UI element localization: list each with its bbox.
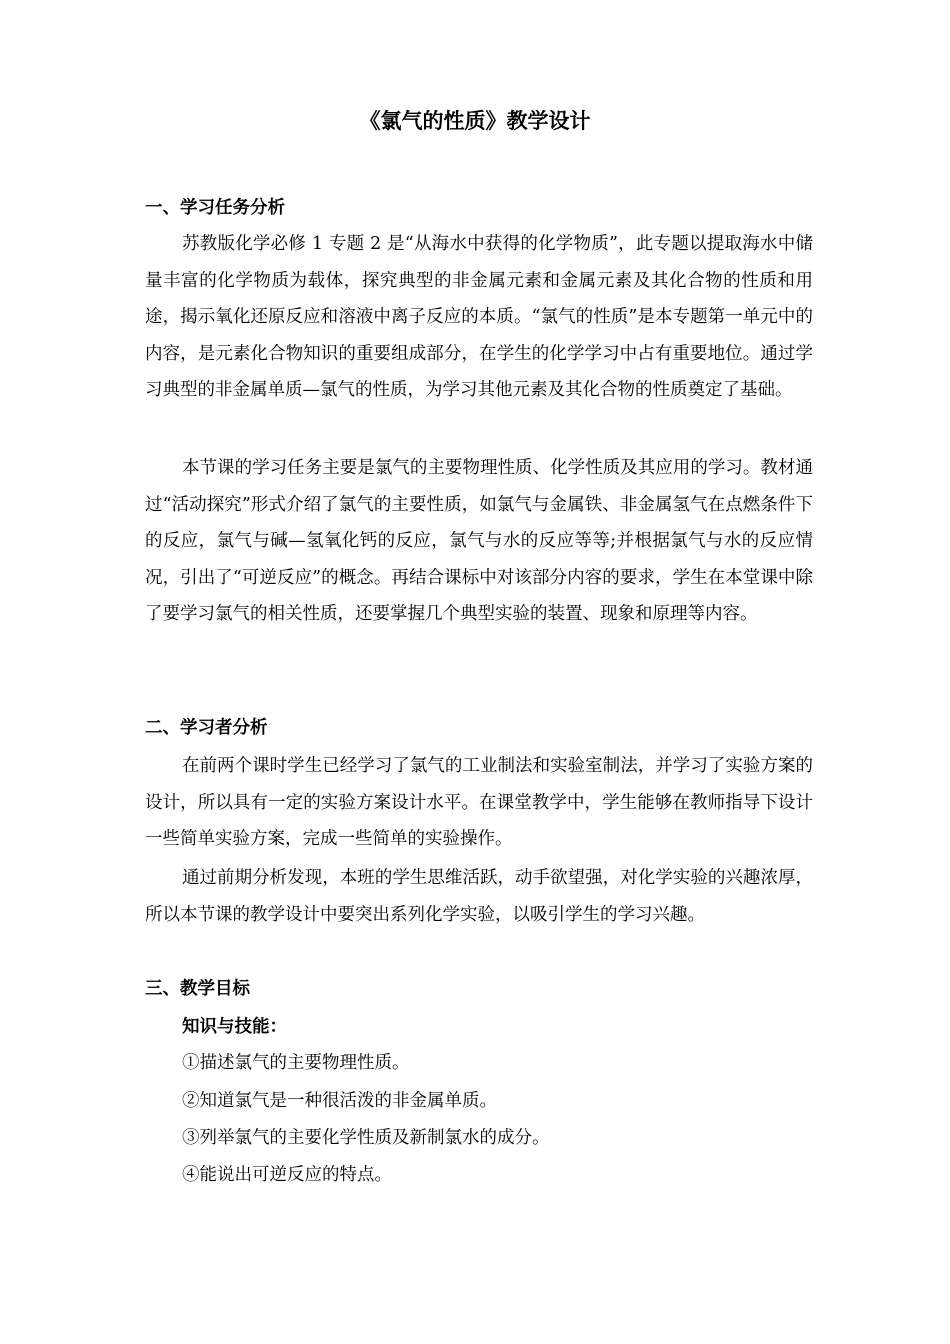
list-item: ②知道氯气是一种很活泼的非金属单质。 — [182, 1091, 497, 1111]
list-item: ①描述氯气的主要物理性质。 — [182, 1053, 410, 1073]
paragraph: 苏教版化学必修 1 专题 2 是“从海水中获得的化学物质”，此专题以提取海水中储量丰富的化学物质为载体，探究典型的非金属元素和金属元素及其化合物的性质和用途，揭示氧化还原反应和溶液中离子反应的本质。“氯气的性质”是本专题第一单元中的内容，是元素化合物知识的重要组成部分，在学生的化学学习中占有重要地位。通过学习典型的非金属单质—氯气的性质，为学习其他元素及其化合物的性质奠定了基础。 — [145, 234, 813, 401]
list-item: ④能说出可逆反应的特点。 — [182, 1165, 392, 1185]
section-heading-learner-analysis: 二、学习者分析 — [145, 718, 268, 738]
section-heading-teaching-goals: 三、教学目标 — [145, 979, 250, 999]
document-title: 《氯气的性质》教学设计 — [359, 108, 591, 133]
section-heading-task-analysis: 一、学习任务分析 — [145, 198, 285, 218]
paragraph: 本节课的学习任务主要是氯气的主要物理性质、化学性质及其应用的学习。教材通过“活动探究”形式介绍了氯气的主要性质，如氯气与金属铁、非金属氢气在点燃条件下的反应，氯气与碱—氢氧化钙的反应，氯气与水的反应等等;并根据氯气与水的反应情况，引出了“可逆反应”的概念。再结合课标中对该部分内容的要求，学生在本堂课中除了要学习氯气的相关性质，还要掌握几个典型实验的装置、现象和原理等内容。 — [145, 458, 813, 625]
list-item: ③列举氯气的主要化学性质及新制氯水的成分。 — [182, 1128, 550, 1148]
paragraph: 通过前期分析发现，本班的学生思维活跃，动手欲望强，对化学实验的兴趣浓厚，所以本节课的教学设计中要突出系列化学实验，以吸引学生的学习兴趣。 — [145, 868, 813, 925]
paragraph: 在前两个课时学生已经学习了氯气的工业制法和实验室制法，并学习了实验方案的设计，所以具有一定的实验方案设计水平。在课堂教学中，学生能够在教师指导下设计一些简单实验方案，完成一些简单的实验操作。 — [145, 756, 813, 850]
subheading-knowledge-skills: 知识与技能： — [182, 1017, 287, 1037]
